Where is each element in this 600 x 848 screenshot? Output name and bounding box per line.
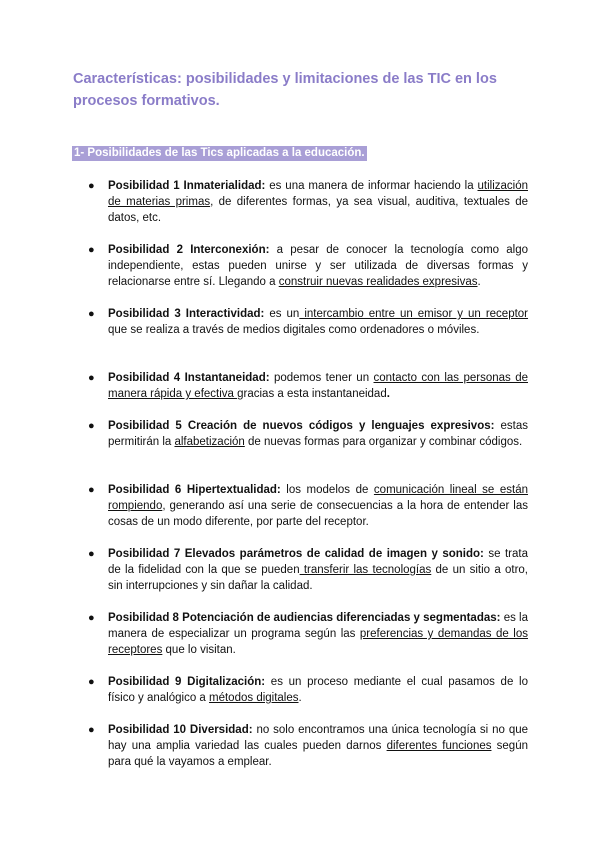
item-highlight: comunicación lineal se están rompiendo — [108, 484, 529, 512]
list-item — [88, 370, 528, 402]
bullet-icon: ● — [88, 372, 95, 384]
item-text: es una manera de informar haciendo la — [265, 180, 478, 192]
item-text: que lo visitan. — [162, 644, 236, 656]
item-title: Posibilidad 7 Elevados parámetros de calidad de imagen y sonido: — [108, 548, 484, 560]
item-text: de un sitio a otro, sin interrupciones y sin dañar la calidad. — [108, 564, 528, 592]
item-text: , de diferentes formas, ya sea visual, auditiva, textuales de datos, etc. — [108, 196, 528, 224]
list-item — [88, 178, 528, 226]
list-item — [88, 722, 529, 770]
bullet-icon: ● — [88, 612, 95, 624]
item-highlight: métodos digitales — [209, 692, 299, 704]
item-highlight: diferentes funciones — [386, 740, 492, 752]
list-item — [88, 546, 528, 594]
item-title: Posibilidad 3 Interactividad: — [108, 308, 265, 320]
item-text: es un proceso mediante el cual pasamos de lo físico y analógico a — [108, 676, 528, 704]
item-title: Posibilidad 6 Hipertextualidad: — [108, 484, 281, 496]
list-item — [88, 482, 529, 530]
item-text: . — [298, 692, 302, 704]
bullet-icon: ● — [88, 180, 95, 192]
item-text: . — [386, 388, 390, 400]
item-text: es un — [264, 308, 300, 320]
list-item — [88, 242, 529, 290]
item-title: Posibilidad 10 Diversidad: — [108, 724, 253, 736]
item-title: Posibilidad 9 Digitalización: — [108, 676, 266, 688]
item-text: según para qué la vayamos a emplear. — [108, 740, 528, 768]
item-title: Posibilidad 4 Instantaneidad: — [108, 372, 270, 384]
section-heading: 1- Posibilidades de las Tics aplicadas a la educación. — [74, 147, 365, 159]
item-text: estas permitirán la — [108, 420, 528, 448]
bullet-icon: ● — [88, 724, 95, 736]
item-text: gracias a esta instantaneidad — [237, 388, 387, 400]
list-item — [88, 674, 528, 706]
bullet-icon: ● — [88, 244, 95, 256]
item-text: es la manera de especializar un programa según las — [108, 612, 528, 640]
bullet-icon: ● — [88, 676, 95, 688]
item-title: Posibilidad 2 Interconexión: — [108, 244, 270, 256]
item-highlight: preferencias y demandas de los receptores — [108, 628, 528, 656]
item-text: los modelos de — [280, 484, 374, 496]
item-text: no solo encontramos una única tecnología si no que hay una amplia variedad las cuales pueden darnos — [108, 724, 529, 752]
item-text: podemos tener un — [269, 372, 374, 384]
item-highlight: alfabetización — [174, 436, 245, 448]
item-text: . — [477, 276, 481, 288]
item-highlight: contacto con las personas de manera rápida y efectiva — [108, 372, 528, 400]
item-text: se trata de la fidelidad con la que se pueden — [108, 548, 528, 576]
item-highlight: construir nuevas realidades expresivas — [278, 276, 478, 288]
item-text: de nuevas formas para organizar y combinar códigos. — [244, 436, 523, 448]
item-text: , generando así una serie de consecuencias a la hora de entender las cosas de un modo diferente, por parte del receptor. — [108, 500, 528, 528]
item-highlight: transferir las tecnologías — [299, 564, 432, 576]
item-highlight: intercambio entre un emisor y un receptor — [299, 308, 529, 320]
bullet-icon: ● — [88, 484, 95, 496]
list-item — [88, 418, 528, 450]
item-title: Posibilidad 5 Creación de nuevos códigos y lenguajes expresivos: — [108, 420, 495, 432]
bullet-icon: ● — [88, 548, 95, 560]
item-title: Posibilidad 1 Inmaterialidad: — [108, 180, 266, 192]
list-item — [88, 610, 528, 658]
list-item — [88, 306, 529, 338]
bullet-icon: ● — [88, 420, 95, 432]
item-text: que se realiza a través de medios digitales como ordenadores o móviles. — [108, 324, 480, 336]
item-title: Posibilidad 8 Potenciación de audiencias diferenciadas y segmentadas: — [108, 612, 501, 624]
item-highlight: utilización de materias primas — [108, 180, 528, 208]
bullet-icon: ● — [88, 308, 95, 320]
page-title: Características: posibilidades y limitaciones de las TIC en los procesos formativos. — [73, 71, 497, 109]
item-text: a pesar de conocer la tecnología como algo independiente, estas pueden unirse y ser utilizada de diversas formas y relacionarse entre sí. Llegando a — [108, 244, 529, 288]
